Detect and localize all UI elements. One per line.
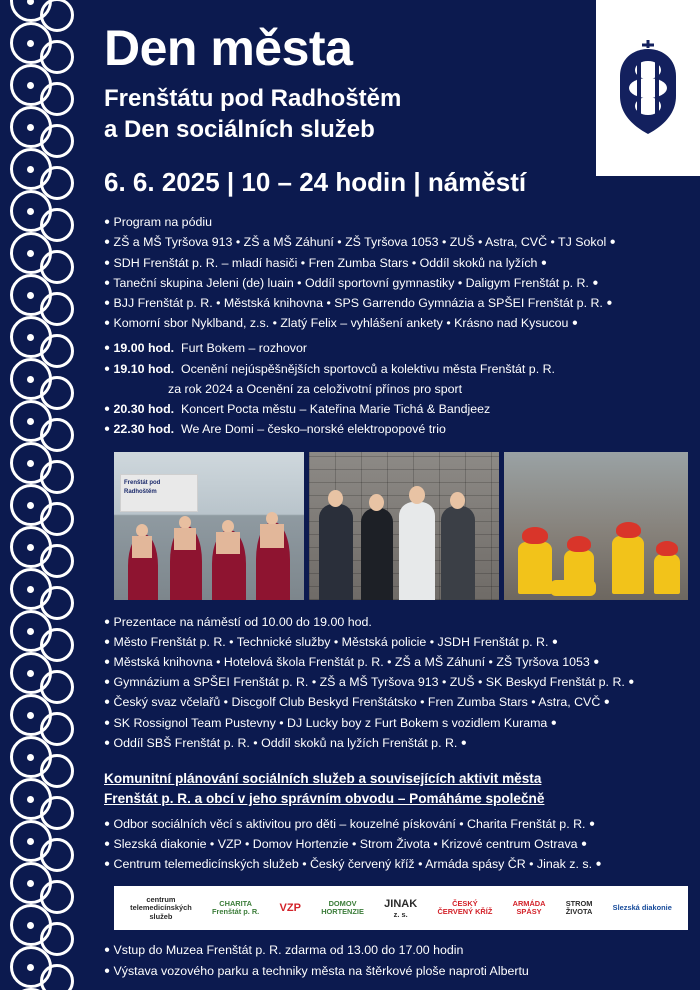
ornament-dot	[27, 754, 34, 761]
ornament-dot	[27, 628, 34, 635]
ornament-dot	[27, 796, 34, 803]
list-item: ● Český svaz včelařů • Discgolf Club Beskyd Frenštátsko • Fren Zumba Stars • Astra, CVČ ●	[104, 695, 610, 710]
city-crest	[596, 0, 700, 176]
list-item: ● Gymnázium a SPŠEI Frenštát p. R. • ZŠ a MŠ Tyršova 913 • ZUŠ • SK Beskyd Frenštát p. R. ●	[104, 675, 635, 690]
partner-logo-strip	[114, 886, 688, 930]
subtitle-line-1: Frenštátu pod Radhoštěm	[104, 84, 402, 112]
ornament-dot	[27, 502, 34, 509]
list-item: ● SK Rossignol Team Pustevny • DJ Lucky boy z Furt Bokem s vozidlem Kurama ●	[104, 715, 557, 730]
schedule-row: ● 19.00 hod. Furt Bokem – rozhovor	[104, 341, 308, 356]
ornament-dot	[27, 208, 34, 215]
list-item: ● SDH Frenštát p. R. – mladí hasiči • Fren Zumba Stars • Oddíl skoků na lyžích ●	[104, 255, 547, 270]
ornament-ring	[40, 964, 74, 990]
ornament-dot	[27, 250, 34, 257]
community-heading	[104, 769, 678, 810]
logo-centrum-telemedicinskych-sluzeb: centrum telemedicínských služeb	[130, 894, 192, 921]
stage-program-list	[104, 212, 678, 333]
presentation-list	[104, 612, 678, 754]
logo-jinak: JINAK z. s.	[384, 897, 418, 919]
community-list	[104, 814, 678, 875]
photo-band	[309, 452, 499, 600]
presentation-heading: ● Prezentace na náměstí od 10.00 do 19.00 hod.	[104, 614, 372, 629]
decorative-ornament-band	[0, 0, 86, 990]
ornament-dot	[27, 460, 34, 467]
ornament-dot	[27, 166, 34, 173]
event-date-line: 6. 6. 2025 | 10 – 24 hodin | náměstí	[104, 167, 527, 198]
list-item: ● Výstava vozového parku a techniky města na štěrkové ploše naproti Albertu	[104, 963, 529, 978]
community-heading-line-2: Frenštát p. R. a obcí v jeho správním obvodu – Pomáháme společně	[104, 791, 545, 807]
schedule-row: ● 22.30 hod. We Are Domi – česko–norské elektropopové trio	[104, 422, 446, 437]
ornament-dot	[27, 922, 34, 929]
logo-armada-spasy: ARMÁDA SPÁSY	[512, 898, 546, 917]
list-item: ● ZŠ a MŠ Tyršova 913 • ZŠ a MŠ Záhuní • ZŠ Tyršova 1053 • ZUŠ • Astra, CVČ • TJ Sokol ●	[104, 235, 616, 250]
ornament-dot	[27, 40, 34, 47]
list-item: ● Odbor sociálních věcí s aktivitou pro děti – kouzelné pískování • Charita Frenštát p. R. ●	[104, 816, 595, 831]
list-item: ● Oddíl SBŠ Frenštát p. R. • Oddíl skoků na lyžích Frenštát p. R. ●	[104, 735, 467, 750]
logo-cesky-cerveny-kriz: ČESKÝ ČERVENÝ KŘÍŽ	[437, 898, 493, 917]
ornament-dot	[27, 838, 34, 845]
photo-dancers	[114, 452, 304, 600]
ornament-dot	[27, 880, 34, 887]
logo-strom-zivota: STROM ŽIVOTA	[565, 898, 593, 917]
subtitle-line-2: a Den sociálních služeb	[104, 116, 375, 144]
logo-slezska-diakonie: Slezská diakonie	[612, 903, 672, 913]
ornament-dot	[27, 670, 34, 677]
community-heading-line-1: Komunitní plánování sociálních služeb a souvisejících aktivit města	[104, 771, 542, 787]
ornament-dot	[27, 712, 34, 719]
photo-kids-firefighters	[504, 452, 688, 600]
photo-banner-text: Frenštát pod Radhoštěm	[120, 474, 198, 512]
list-item: ● Komorní sbor Nyklband, z.s. • Zlatý Felix – vyhlášení ankety • Krásno nad Kysucou ●	[104, 316, 578, 331]
poster-body	[86, 0, 700, 990]
page-title: Den města	[104, 20, 353, 76]
ornament-dot	[27, 292, 34, 299]
footer-list	[104, 940, 678, 980]
ornament-dot	[27, 124, 34, 131]
list-item: ● Městská knihovna • Hotelová škola Frenštát p. R. • ZŠ a MŠ Záhuní • ZŠ Tyršova 1053 ●	[104, 654, 600, 669]
logo-domov-hortenzie: DOMOV HORTENZIE	[321, 898, 364, 917]
stage-program-heading: ● Program na pódiu	[104, 215, 212, 230]
ornament-dot	[27, 376, 34, 383]
list-item: ● BJJ Frenštát p. R. • Městská knihovna • SPS Garrendo Gymnázia a SPŠEI Frenštát p. R. ●	[104, 295, 613, 310]
logo-charita: CHARITA Frenštát p. R.	[212, 898, 260, 917]
list-item: ● Vstup do Muzea Frenštát p. R. zdarma od 13.00 do 17.00 hodin	[104, 943, 464, 958]
photo-strip	[114, 452, 688, 600]
ornament-dot	[27, 964, 34, 971]
list-item: ● Centrum telemedicínských služeb • Český červený kříž • Armáda spásy ČR • Jinak z. s. ●	[104, 857, 602, 872]
ornament-dot	[27, 586, 34, 593]
ornament-dot	[27, 334, 34, 341]
schedule-row: ● 20.30 hod. Koncert Pocta městu – Kateřina Marie Tichá & Bandjeez	[104, 402, 491, 417]
ornament-dot	[27, 418, 34, 425]
ornament-dot	[27, 82, 34, 89]
schedule-row: ● 19.10 hod. Ocenění nejúspěšnějších sportovců a kolektivu města Frenštát p. R. za rok 2024 a Ocenění za celoživotní přínos pro sport	[104, 361, 555, 396]
list-item: ● Město Frenštát p. R. • Technické služby • Městská policie • JSDH Frenštát p. R. ●	[104, 634, 558, 649]
ornament-dot	[27, 544, 34, 551]
stage-schedule-list	[104, 338, 678, 439]
list-item: ● Slezská diakonie • VZP • Domov Hortenzie • Strom Života • Krizové centrum Ostrava ●	[104, 837, 588, 852]
list-item: ● Taneční skupina Jeleni (de) luain • Oddíl sportovní gymnastiky • Daligym Frenštát p. R. ●	[104, 275, 599, 290]
logo-vzp: VZP	[279, 902, 301, 915]
